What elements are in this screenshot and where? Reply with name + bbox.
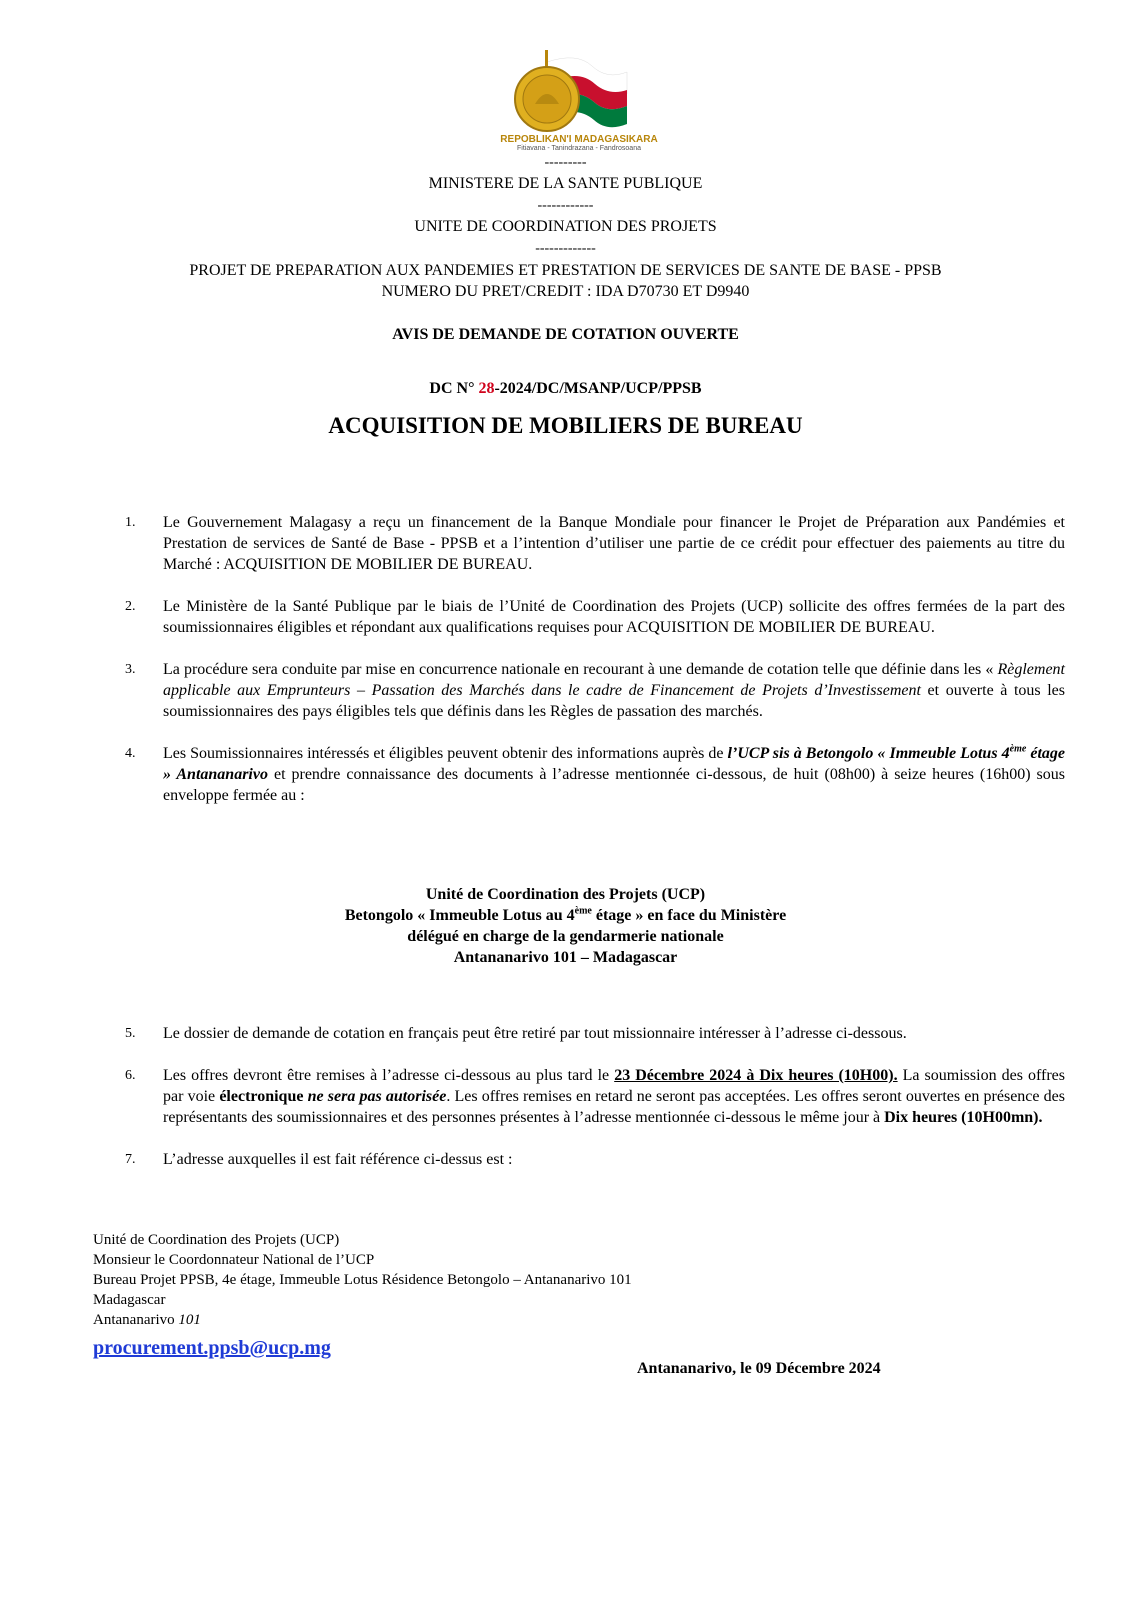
item-text: L’adresse auxquelles il est fait référence ci-dessus est : [163,1151,513,1168]
item-text-part: La soumission des offres par voie [163,1067,1066,1105]
item-text: Le Gouvernement Malagasy a reçu un financement de la Banque Mondiale pour financer le Projet de Préparation aux Pandémies et Prestation de services de Santé de Base - PPSB et a l’intention d’utiliser une partie de ce crédit pour effectuer des paiements au titre du Marché : ACQUISITION DE MOBILIER DE BUREAU. [163,514,1065,573]
item-number: 2. [125,599,136,614]
opening-time-text: Dix heures (10H00mn). [884,1109,1043,1126]
separator-2: ------------ [537,198,594,213]
list-item [125,512,1065,575]
ref-prefix: DC N° [429,380,479,397]
reference-number [0,379,1131,399]
address-line-2a: Betongolo « Immeuble Lotus au 4 [344,907,575,924]
separator-3: ------------- [535,241,596,256]
list-item [125,596,1065,638]
item-number: 3. [125,662,136,677]
footer-address [93,1230,632,1330]
ucp-address-block [0,884,1131,968]
list-item [125,1149,1065,1170]
list-item [125,659,1065,722]
unit-name: UNITE DE COORDINATION DES PROJETS [414,218,717,235]
notice-items-list [125,512,1065,827]
notice-heading: AVIS DE DEMANDE DE COTATION OUVERTE [392,326,739,343]
item-text-bold: électronique [219,1088,304,1105]
ref-suffix: -2024/DC/MSANP/UCP/PPSB [494,380,702,397]
item-text [163,743,1065,806]
list-item [125,1023,1065,1044]
notice-items-list-2 [125,1023,1065,1191]
item-text-part: et prendre connaissance des documents à l’adresse mentionnée ci-dessous, de huit (08h00) à seize heures (16h00) sous enveloppe fermée au : [163,766,1066,804]
madagascar-emblem-logo [467,44,692,152]
ministry-name: MINISTERE DE LA SANTE PUBLIQUE [428,175,703,192]
address-superscript: ème [574,905,592,917]
footer-city: Antananarivo [93,1312,179,1328]
item-text [163,659,1065,722]
signature-date: Antananarivo, le 09 Décembre 2024 [637,1360,881,1377]
item-text-part: Les offres devront être remises à l’adresse ci-dessous au plus tard le [163,1067,615,1084]
item-text-italic: Règlement applicable aux Emprunteurs – Passation des Marchés dans le cadre de Financement de Projets d’Investissement [163,661,1065,699]
emblem-icon [467,44,692,152]
loan-number: NUMERO DU PRET/CREDIT : IDA D70730 ET D9940 [381,283,750,300]
item-superscript: ème [1009,743,1027,755]
address-line-2b: étage » en face du Ministère [591,907,787,924]
page-title: ACQUISITION DE MOBILIERS DE BUREAU [328,413,803,438]
footer-line-2: Monsieur le Coordonnateur National de l’UCP [93,1252,375,1268]
footer-line-3: Bureau Projet PPSB, 4e étage, Immeuble Lotus Résidence Betongolo – Antananarivo 101 [93,1272,632,1288]
address-line-1: Unité de Coordination des Projets (UCP) [425,886,706,903]
item-number: 7. [125,1152,136,1167]
footer-line-5 [93,1310,632,1330]
address-line-2 [0,905,1131,926]
item-text: Le dossier de demande de cotation en français peut être retiré par tout missionnaire intéresser à l’adresse ci-dessous. [163,1025,907,1042]
item-text-part: Les Soumissionnaires intéressés et éligibles peuvent obtenir des informations auprès de [163,745,728,762]
contact-email-link[interactable]: procurement.ppsb@ucp.mg [93,1337,331,1359]
item-text-part: La procédure sera conduite par mise en concurrence nationale en recourant à une demande de cotation telle que définie dans les « [163,661,998,678]
logo-name-text: REPOBLIKAN'I MADAGASIKARA [500,134,658,145]
item-text-bold-italic: l’UCP sis à Betongolo « Immeuble Lotus 4 [727,745,1010,762]
logo-motto-text: Fitiavana - Tanindrazana - Fandrosoana [516,145,642,152]
address-line-3: délégué en charge de la gendarmerie nationale [407,928,724,945]
separator-1: --------- [544,155,587,170]
item-text-bold-italic: étage » Antananarivo [163,745,1065,783]
list-item [125,743,1065,806]
ref-number: 28 [478,380,495,397]
item-text-part: et ouverte à tous les soumissionnaires des pays éligibles tels que définis dans les Règles de passation des marchés. [163,682,1065,720]
item-text [163,1065,1065,1128]
list-item [125,1065,1065,1128]
address-line-4: Antananarivo 101 – Madagascar [453,949,678,966]
footer-line-1: Unité de Coordination des Projets (UCP) [93,1232,340,1248]
item-text-bold-italic: ne sera pas autorisée [303,1088,447,1105]
deadline-text: 23 Décembre 2024 à Dix heures (10H00). [614,1067,898,1084]
item-number: 6. [125,1068,136,1083]
item-text: Le Ministère de la Santé Publique par le biais de l’Unité de Coordination des Projets (UCP) sollicite des offres fermées de la part des soumissionnaires éligibles et répondant aux qualifications requises pour ACQUISITION DE MOBILIER DE BUREAU. [163,598,1065,636]
project-name: PROJET DE PREPARATION AUX PANDEMIES ET PRESTATION DE SERVICES DE SANTE DE BASE - PPSB [189,262,942,279]
item-number: 5. [125,1026,136,1041]
footer-postcode: 101 [178,1312,201,1328]
item-number: 1. [125,515,136,530]
item-number: 4. [125,746,136,761]
item-text-part: . Les offres remises en retard ne seront pas acceptées. Les offres seront ouvertes en présence des représentants des soumissionnaires et des personnes présentes à l’adresse mentionnée ci-dessous le même jour à [163,1088,1065,1126]
footer-line-4: Madagascar [93,1292,166,1308]
